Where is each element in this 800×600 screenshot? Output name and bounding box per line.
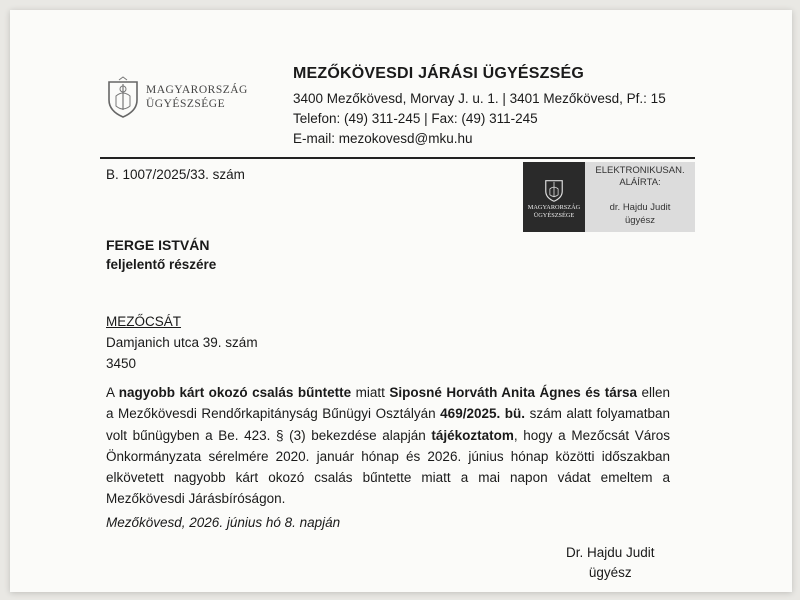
body-paragraph: [106, 382, 670, 510]
org-name: MEZŐKÖVESDI JÁRÁSI ÜGYÉSZSÉG: [293, 65, 584, 82]
body-bold-suspect: Siposné Horváth Anita Ágnes és társa: [389, 385, 638, 400]
org-email: E-mail: mezokovesd@mku.hu: [293, 131, 473, 146]
recipient-street: Damjanich utca 39. szám: [106, 335, 258, 350]
recipient-city: MEZŐCSÁT: [106, 314, 182, 329]
stamp-line-1: ELEKTRONIKUSAN.: [595, 165, 685, 176]
body-bold-inform: tájékoztatom: [431, 427, 514, 443]
stamp-signer: dr. Hajdu Judit: [609, 202, 671, 213]
body-text-5: , hogy a Mezőcsát Város Önkormányzata sérelmére 2020. január hónap és 2026. június hónap közötti időszakban elkövetett nagyobb kárt okozó csalás bűntette miatt a mai napon vádat emeltem a Mezőkövesdi Járásbíróságon.: [106, 427, 670, 507]
logo-line-1: MAGYARORSZÁG: [146, 84, 248, 96]
stamp-line-2: ALÁÍRTA:: [619, 177, 661, 188]
document-page: [10, 10, 792, 592]
crest-icon: [544, 177, 564, 202]
stamp-title: ügyész: [624, 215, 656, 226]
stamp-logo-line-2: ÜGYÉSZSÉGE: [533, 211, 575, 219]
reference-number: B. 1007/2025/33. szám: [106, 167, 245, 182]
body-bold-case-number: 469/2025. bü.: [440, 406, 526, 422]
e-signature-box: [585, 162, 695, 232]
signature-block: [566, 543, 655, 583]
body-text-1: A: [106, 385, 119, 400]
logo-line-2: ÜGYÉSZSÉGE: [146, 98, 226, 110]
e-signature-logo: [523, 162, 585, 232]
stamp-logo-line-1: MAGYARORSZÁG: [527, 204, 581, 211]
crest-icon: [106, 76, 140, 118]
prosecution-logo: [106, 76, 248, 118]
org-address: 3400 Mezőkövesd, Morvay J. u. 1. | 3401 Mezőkövesd, Pf.: 15: [293, 91, 666, 106]
recipient-name: FERGE ISTVÁN: [106, 237, 210, 253]
body-text-4: szám alatt folyamatban volt bűnügyben a Be. 423. § (3) bekezdése alapján: [106, 406, 670, 443]
letterhead: [293, 65, 666, 149]
signature-name: Dr. Hajdu Judit: [566, 545, 655, 560]
recipient-address: [106, 311, 258, 374]
org-phone-fax: Telefon: (49) 311-245 | Fax: (49) 311-245: [293, 111, 538, 126]
place-and-date: Mezőkövesd, 2026. június hó 8. napján: [106, 515, 341, 530]
body-text-3: ellen a Mezőkövesdi Rendőrkapitányság Bűnügyi Osztályán: [106, 385, 671, 422]
signature-title: ügyész: [588, 565, 632, 580]
body-bold-offense: nagyobb kárt okozó csalás bűntette: [118, 385, 352, 400]
header-divider: [100, 157, 695, 159]
recipient-zip: 3450: [106, 356, 137, 371]
recipient-role: feljelentő részére: [106, 257, 217, 272]
body-text-2: miatt: [351, 385, 390, 400]
